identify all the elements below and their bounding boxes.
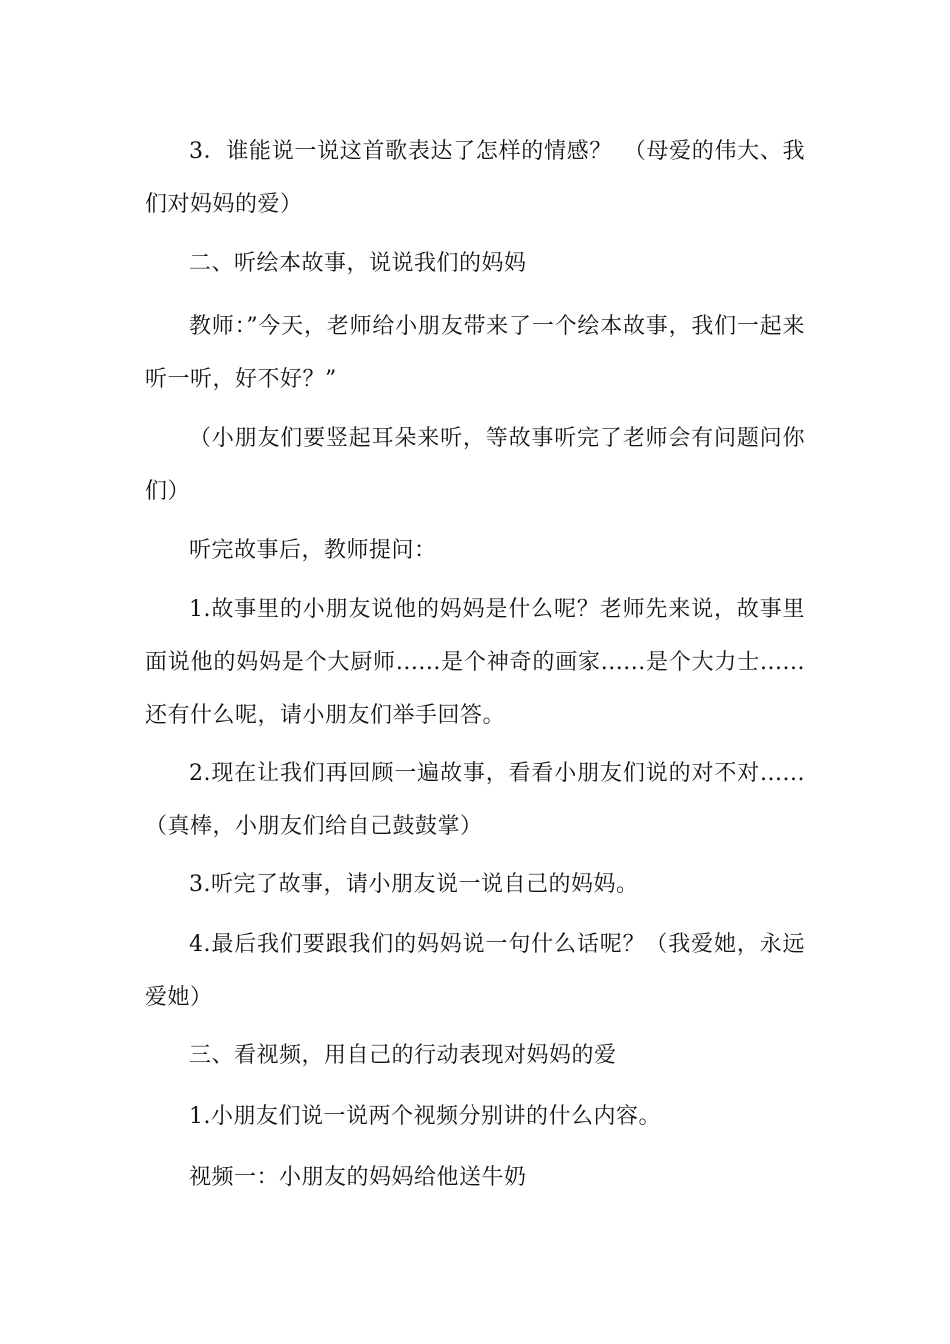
heading-watch-video: 三、看视频，用自己的行动表现对妈妈的爱	[189, 1043, 617, 1068]
heading-picture-book-story: 二、听绘本故事，说说我们的妈妈	[189, 251, 527, 276]
paragraph-question-2: 2.现在让我们再回顾一遍故事，看看小朋友们说的对不对......（真棒，小朋友们给自己鼓鼓掌）	[145, 761, 805, 839]
paragraph-teacher-asks: 听完故事后，教师提问：	[189, 538, 437, 563]
paragraph-video-question: 1.小朋友们说一说两个视频分别讲的什么内容。	[189, 1104, 661, 1129]
paragraph-teacher-intro: 教师：”今天，老师给小朋友带来了一个绘本故事，我们一起来听一听，好不好？”	[145, 314, 805, 392]
paragraph-question-3: 3.听完了故事，请小朋友说一说自己的妈妈。	[189, 872, 639, 897]
paragraph-video-one: 视频一：小朋友的妈妈给他送牛奶	[189, 1165, 527, 1190]
paragraph-question-4: 4.最后我们要跟我们的妈妈说一句什么话呢？（我爱她，永远爱她）	[145, 932, 805, 1010]
paragraph-song-question: 3．谁能说一说这首歌表达了怎样的情感？ （母爱的伟大、我们对妈妈的爱）	[145, 139, 805, 217]
paragraph-listen-carefully: （小朋友们要竖起耳朵来听，等故事听完了老师会有问题问你们）	[145, 426, 805, 504]
paragraph-question-1: 1.故事里的小朋友说他的妈妈是什么呢？老师先来说，故事里面说他的妈妈是个大厨师......是个神奇的画家......是个大力士......还有什么呢，请小朋友们举手回答。	[145, 597, 805, 728]
